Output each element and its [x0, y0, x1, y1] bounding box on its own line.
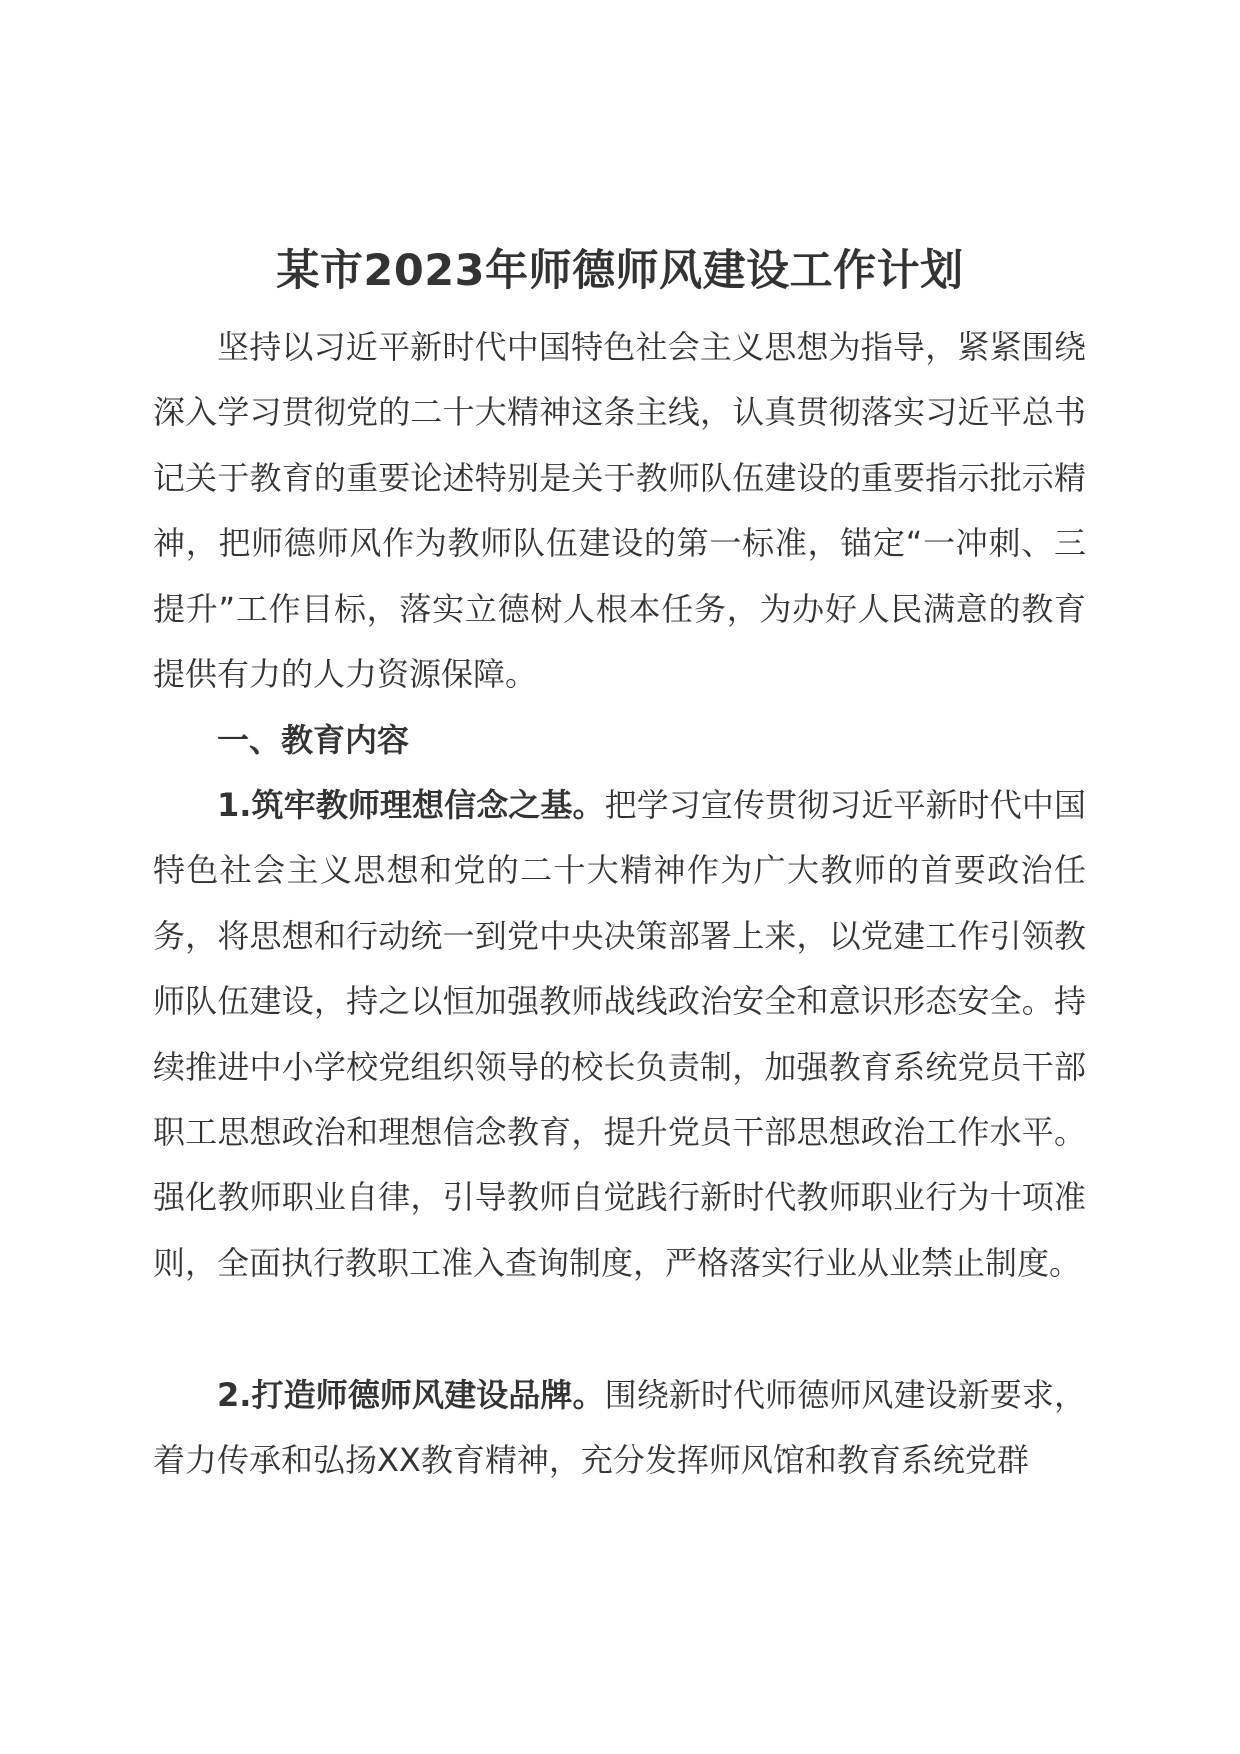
section-heading-education-content: 一、教育内容 — [217, 721, 410, 759]
intro-paragraph: 坚持以习近平新时代中国特色社会主义思想为指导，紧紧围绕深入学习贯彻党的二十大精神这条主线，认真贯彻落实习近平总书记关于教育的重要论述特别是关于教师队伍建设的重要指示批示精神，把师德师风作为教师队伍建设的第一标准，锚定“一冲刺、三提升”工作目标，落实立德树人根本任务，为办好人民满意的教育提供有力的人力资源保障。 — [153, 328, 1086, 694]
item-paragraph-2 — [153, 1363, 1086, 1494]
item-1-text: 把学习宣传贯彻习近平新时代中国特色社会主义思想和党的二十大精神作为广大教师的首要政治任务，将思想和行动统一到党中央决策部署上来，以党建工作引领教师队伍建设，持之以恒加强教师战线政治安全和意识形态安全。持续推进中小学校党组织领导的校长负责制，加强教育系统党员干部职工思想政治和理想信念教育，提升党员干部思想政治工作水平。强化教师职业自律，引导教师自觉践行新时代教师职业行为十项准则，全面执行教职工准入查询制度，严格落实行业从业禁止制度。 — [153, 786, 1086, 1282]
item-2-text: 围绕新时代师德师风建设新要求，着力传承和弘扬XX教育精神，充分发挥师风馆和教育系统党群 — [153, 1376, 1086, 1480]
item-2-lead: 2.打造师德师风建设品牌。 — [217, 1376, 605, 1414]
item-paragraph-1 — [153, 773, 1086, 1296]
document-title: 某市2023年师德师风建设工作计划 — [276, 246, 964, 296]
item-1-lead: 1.筑牢教师理想信念之基。 — [217, 786, 605, 824]
